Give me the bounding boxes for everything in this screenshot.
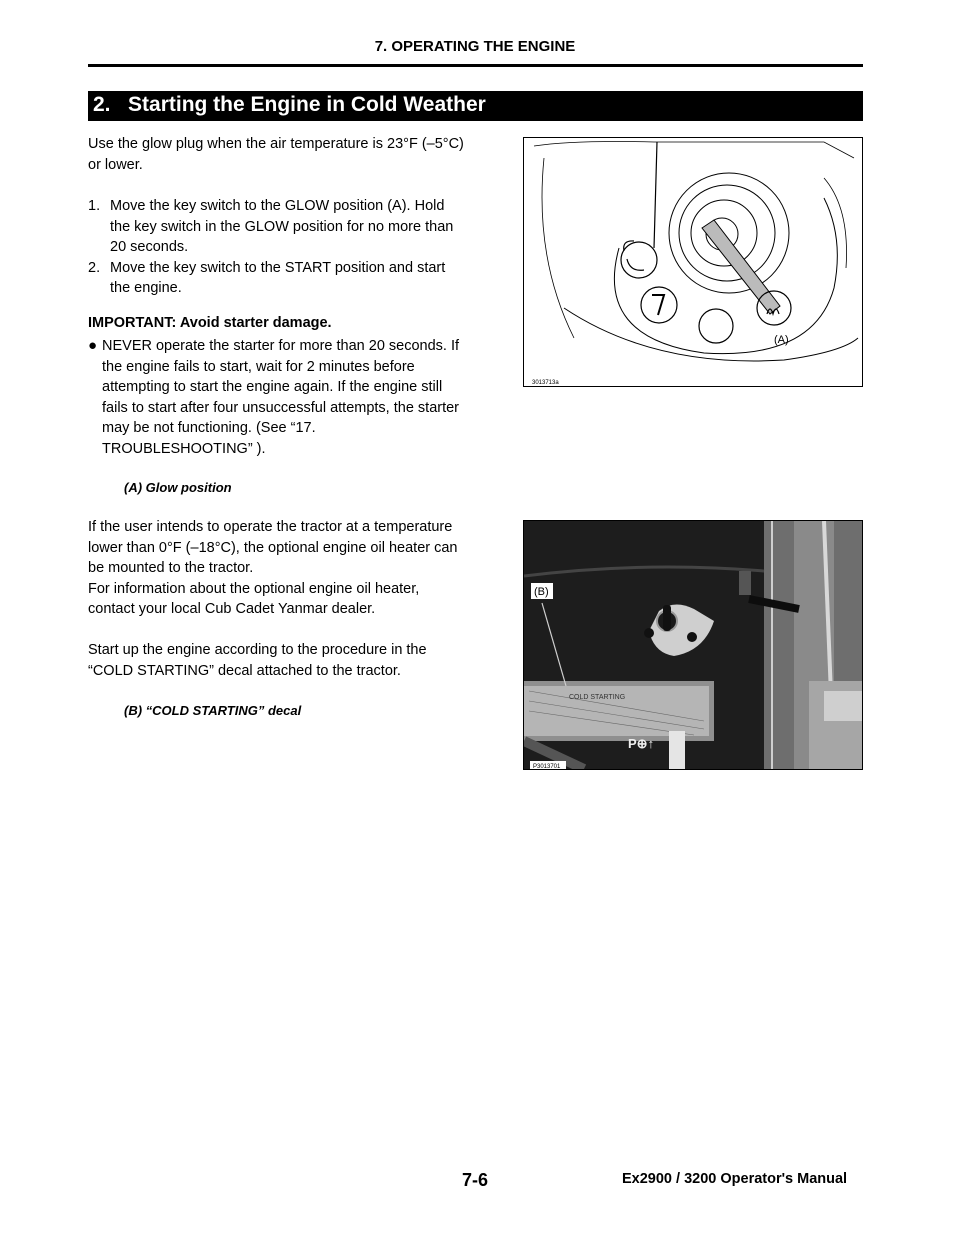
list-item: 2. Move the key switch to the START position and start the engine. (88, 259, 446, 296)
list-item: 1. Move the key switch to the GLOW position (A). Hold the key switch in the GLOW position for no more than 20 seconds. (88, 198, 454, 255)
steps-list (88, 196, 493, 299)
important-heading: IMPORTANT: Avoid starter damage. (88, 315, 332, 331)
caption-a: (A) Glow position (124, 480, 232, 495)
header-rule (88, 64, 863, 67)
oil-heater-paragraph: If the user intends to operate the tractor at a temperature lower than 0°F (–18°C), the optional engine oil heater can be mounted to the tractor. For information about the optional engine oil heater, contact your local Cub Cadet Yanmar dealer. (88, 519, 458, 617)
figure-a-key-switch (523, 137, 863, 387)
intro-paragraph: Use the glow plug when the air temperature is 23°F (–5°C) or lower. (88, 136, 464, 173)
section-title: 2. Starting the Engine in Cold Weather (93, 93, 486, 116)
manual-title: Ex2900 / 3200 Operator's Manual (622, 1171, 848, 1187)
figure-b-dashboard-photo (523, 520, 863, 770)
decal-text: COLD STARTING (569, 694, 626, 701)
key-switch-illustration (524, 138, 862, 386)
page-number: 7-6 (462, 1170, 489, 1190)
dashboard-photo (524, 521, 862, 769)
chapter-header: 7. OPERATING THE ENGINE (374, 38, 576, 55)
figure-a-code: 3013713a (532, 380, 559, 386)
figure-b-label: (B) (534, 586, 549, 598)
figure-a-label: (A) (774, 334, 789, 346)
dashboard-symbol-text: P⊕↑ (628, 736, 655, 751)
figure-b-code: P3013701 (533, 764, 561, 769)
caption-b: (B) “COLD STARTING” decal (124, 703, 302, 718)
decal-paragraph: Start up the engine according to the procedure in the “COLD STARTING” decal attached to the tractor. (88, 642, 427, 679)
bullet: ● (88, 337, 98, 354)
warning-paragraph: ● NEVER operate the starter for more than 20 seconds. If the engine fails to start, wait for 2 minutes before attempting to start the engine again. If the engine still fails to start after four unsuccessful attempts, the starter may be not functioning. (See “17. TROUBLESHOOTING” ). (88, 336, 493, 459)
